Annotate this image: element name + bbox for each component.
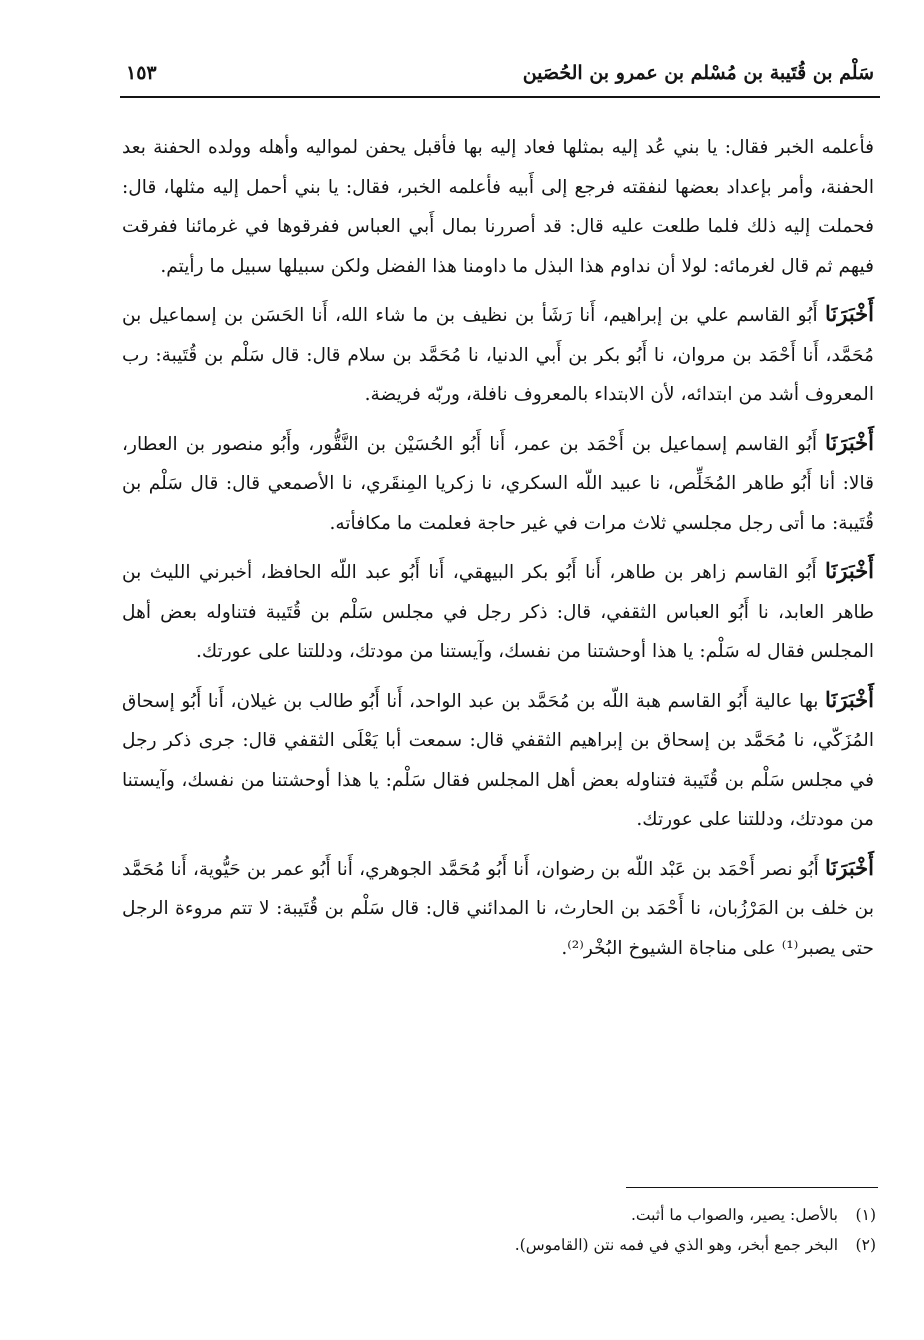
body-text [122, 126, 874, 976]
paragraph [122, 680, 874, 840]
paragraph-lead: أَخْبَرَنَا [825, 854, 874, 880]
footnote-marker: (٢) [855, 1236, 876, 1254]
footnotes [300, 1200, 876, 1260]
paragraph-lead: أَخْبَرَنَا [825, 686, 874, 712]
paragraph [122, 423, 874, 544]
running-title: سَلْم بن قُتَيبة بن مُسْلم بن عمرو بن الحُصَين [522, 62, 874, 84]
paragraph-text: بها عالية أَبُو القاسم هبة اللّه بن مُحَمَّد بن عبد الواحد، أَنا أَبُو طالب بن غيلان، أَنا أَبُو إسحاق المُزَكّي، نا مُحَمَّد بن إسحاق بن إبراهيم الثقفي قال: سمعت أبا يَعْلَى الثقفي قال: جرى ذكر رجل في مجلس سَلْم بن قُتَيبة فتناوله بعض أهل المجلس فقال سَلْم: يا هذا أوحشتنا من نفسك، وآيستنا من مودتك، ودللتنا على عورتك. [122, 690, 874, 830]
footnote-text: بالأصل: يصير، والصواب ما أثبت. [630, 1206, 838, 1224]
paragraph-text: أَبُو القاسم علي بن إبراهيم، أَنا رَشَأ بن نظيف بن ما شاء الله، أَنا الحَسَن بن إسماعيل بن مُحَمَّد، أَنا أَحْمَد بن مروان، نا أَبُو بكر بن أَبي الدنيا، نا مُحَمَّد بن سلام قال: قال سَلْم بن قُتَيبة: رب المعروف أشد من ابتدائه، لأن الابتداء بالمعروف نافلة، وربّه فريضة. [122, 305, 874, 405]
paragraph-text: أَبُو نصر أَحْمَد بن عَبْد اللّه بن رضوان، أَنا أَبُو مُحَمَّد الجوهري، أَنا أَبُو عمر بن حَيُّوية، أَنا مُحَمَّد بن خلف بن المَرْزُبان، نا أَحْمَد بن الحارث، نا المدائني قال: قال سَلْم بن قُتَيبة: لا تتم مروءة الرجل حتى يصبر⁽¹⁾ على مناجاة الشيوخ البُخْر⁽²⁾. [122, 858, 874, 959]
footnote [300, 1230, 876, 1260]
footnote-text: البخر جمع أبخر، وهو الذي في فمه نتن (القاموس). [514, 1236, 838, 1254]
paragraph-lead: أَخْبَرَنَا [825, 429, 874, 455]
paragraph [122, 848, 874, 969]
paragraph-text: أَبُو القاسم زاهر بن طاهر، أَنا أَبُو بكر البيهقي، أَنا أَبُو عبد اللّه الحافظ، أخبرني الليث بن طاهر العابد، نا أَبُو العباس الثقفي، قال: ذكر رجل في مجلس سَلْم بن قُتَيبة فتناوله بعض أهل المجلس فقال له سَلْم: يا هذا أوحشتنا من نفسك، وآيستنا من مودتك، ودللتنا على عورتك. [122, 562, 874, 662]
footnote-separator [626, 1187, 878, 1188]
paragraph-text: أَبُو القاسم إسماعيل بن أَحْمَد بن عمر، أَنا أَبُو الحُسَيْن بن النَّقُّور، وأَبُو منصور بن العطار، قالا: أنا أَبُو طاهر المُخَلِّص، نا عبيد اللّه السكري، نا زكريا المِنقَري، نا الأصمعي قال: قال سَلْم بن قُتَيبة: ما أتى رجل مجلسي ثلاث مرات في غير حاجة فعلمت ما مكافأته. [122, 433, 874, 534]
footnote-marker: (١) [855, 1206, 876, 1224]
paragraph-text: فأعلمه الخبر فقال: يا بني عُد إليه بمثلها فعاد إليه بها فأقبل يحفن لمواليه وأهله وولده الحفنة بعد الحفنة، وأمر بإعداد بعضها لنفقته فرجع إلى أَبيه فأعلمه الخبر، فقال: يا بني أحمل إليه مثلها، قال: فحملت إليه ذلك فلما طلعت عليه قال: قد أصررنا بمال أَبي العباس ففرقوها في غرمائنا ففرقت فيهم ثم قال لغرمائه: لولا أن نداوم هذا البذل ما داومنا هذا الفضل ولكن سبيلها سبيل ما رأيتم. [122, 137, 874, 277]
paragraph [122, 126, 874, 286]
paragraph [122, 551, 874, 672]
paragraph-lead: أَخْبَرَنَا [825, 558, 875, 583]
paragraph-lead: أَخْبَرَنَا [825, 301, 874, 326]
paragraph [122, 294, 874, 415]
page-header [120, 60, 880, 98]
footnote [300, 1200, 876, 1230]
page-number: ١٥٣ [126, 62, 157, 84]
